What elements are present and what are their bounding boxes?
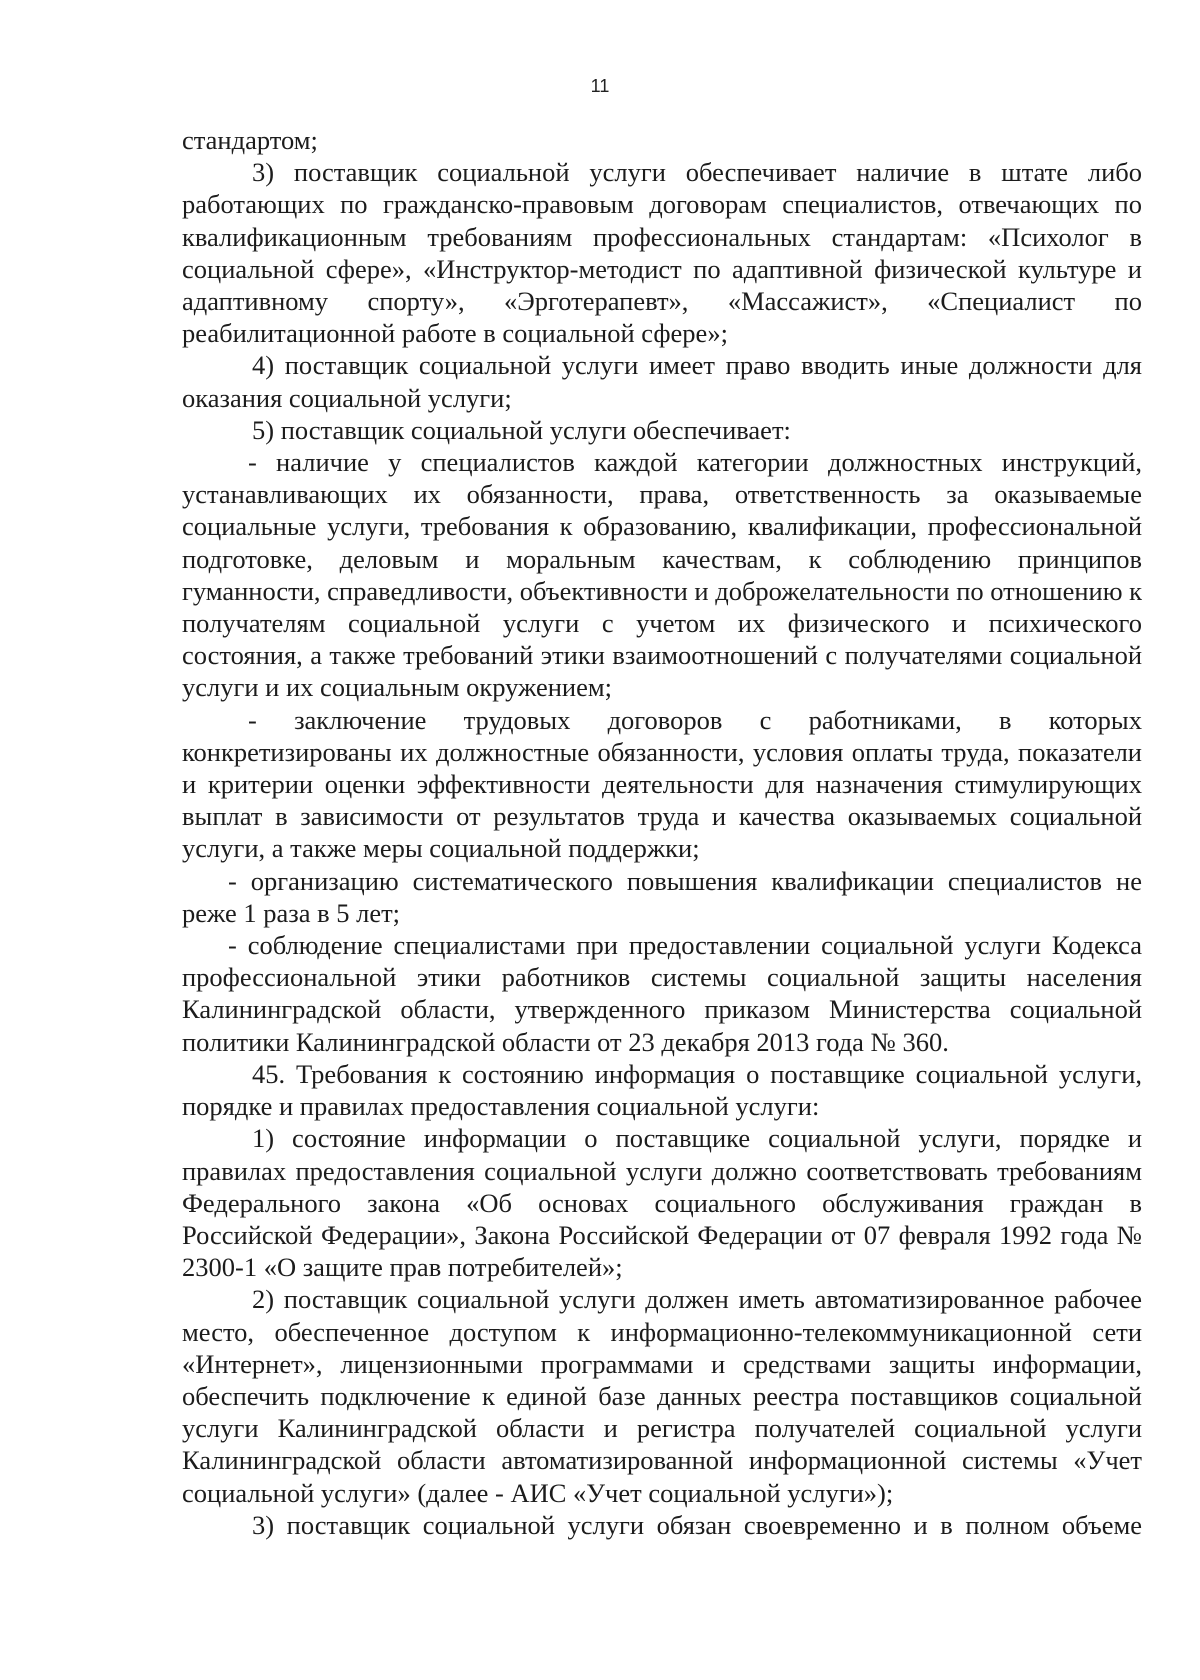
bullet-ethics-code: - соблюдение специалистами при предоставлении социальной услуги Кодекса профессиональной этики работников системы социальной защиты населения Калининградской области, утвержденного приказом Министерства социальной политики Калининградской области от 23 декабря 2013 года № 360. [182, 930, 1142, 1057]
bullet-job-instructions: - наличие у специалистов каждой категории должностных инструкций, устанавливающих их обязанности, права, ответственность за оказываемые социальные услуги, требования к образованию, квалификации, профессиональной подготовке, деловым и моральным качествам, к соблюдению принципов гуманности, справедливости, объективности и доброжелательности по отношению к получателям социальной услуги с учетом их физического и психического состояния, а также требований этики взаимоотношений с получателями социальной услуги и их социальным окружением; [182, 447, 1142, 703]
paragraph-45-item-3: 3) поставщик социальной услуги обязан своевременно и в полном объеме [252, 1509, 1142, 1540]
paragraph-continuation: стандартом; [182, 125, 318, 155]
paragraph-45-item-1: 1) состояние информации о поставщике социальной услуги, порядке и правилах предоставления социальной услуги должно соответствовать требованиям Федерального закона «Об основах социального обслуживания граждан в Российской Федерации», Закона Российской Федерации от 07 февраля 1992 года № 2300-1 «О защите прав потребителей»; [182, 1123, 1142, 1283]
paragraph-section-45: 45. Требования к состоянию информация о поставщике социальной услуги, порядке и правилах предоставления социальной услуги: [182, 1058, 1142, 1122]
document-body [182, 124, 1142, 1541]
bullet-qualification: - организацию систематического повышения квалификации специалистов не реже 1 раза в 5 лет; [182, 865, 1142, 928]
paragraph-item-4: 4) поставщик социальной услуги имеет право вводить иные должности для оказания социальной услуги; [182, 350, 1142, 413]
paragraph-45-item-2: 2) поставщик социальной услуги должен иметь автоматизированное рабочее место, обеспеченное доступом к информационно-телекоммуникационной сети «Интернет», лицензионными программами и средствами защиты информации, обеспечить подключение к единой базе данных реестра поставщиков социальной услуги Калининградской области и регистра получателей социальной услуги Калининградской области автоматизированной информационной системы «Учет социальной услуги» (далее - АИС «Учет социальной услуги»); [182, 1284, 1142, 1508]
paragraph-item-5: 5) поставщик социальной услуги обеспечивает: [252, 414, 791, 445]
bullet-labor-contracts: - заключение трудовых договоров с работниками, в которых конкретизированы их должностные обязанности, условия оплаты труда, показатели и критерии оценки эффективности деятельности для назначения стимулирующих выплат в зависимости от результатов труда и качества оказываемых социальной услуги, а также меры социальной поддержки; [182, 704, 1142, 864]
paragraph-item-3: 3) поставщик социальной услуги обеспечивает наличие в штате либо работающих по гражданско-правовым договорам специалистов, отвечающих по квалификационным требованиям профессиональных стандартам: «Психолог в социальной сфере», «Инструктор-методист по адаптивной физической культуре и адаптивному спорту», «Эрготерапевт», «Массажист», «Специалист по реабилитационной работе в социальной сфере»; [182, 157, 1142, 349]
page-number: 11 [590, 76, 610, 96]
